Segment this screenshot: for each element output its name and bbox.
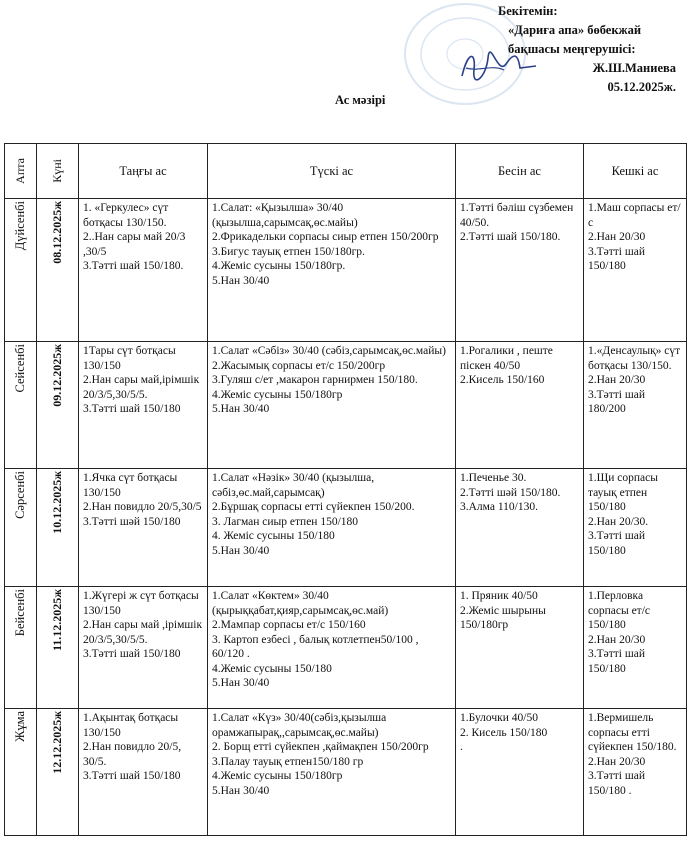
header-week: Апта (5, 144, 37, 199)
page-title: Ас мәзірі (335, 93, 386, 107)
header-snack: Бесін ас (456, 144, 584, 199)
header-day: Күні (37, 144, 79, 199)
weekday-cell (5, 709, 37, 836)
weekday-label: Сәрсенбі (13, 471, 28, 519)
lunch-item: 2.Фрикадельки сорпасы сиыр етпен 150/200гр (212, 231, 439, 243)
dinner-item: 3.Тәтті шай 150/180 (588, 530, 645, 557)
lunch-item: 1.Салат «Күз» 30/40(сәбіз,қызылша орамжапырақ,,сарымсақ,өс.майы) (212, 712, 387, 739)
weekday-cell (5, 469, 37, 587)
menu-body (5, 199, 687, 836)
approval-name: Ж.Ш.Маниева (592, 61, 676, 75)
date-cell (37, 342, 79, 469)
menu-table (4, 143, 687, 836)
date-label: 10.12.2025ж (50, 471, 65, 534)
date-cell (37, 469, 79, 587)
snack-item: 2.Тәтті шай 150/180. (460, 231, 561, 243)
snack-item: 1.Булочки 40/50 (460, 712, 538, 724)
lunch-item: 4.Жеміс сусыны 150/180 (212, 662, 332, 675)
dinner-item: 3.Тәтті шай 150/180 (588, 245, 645, 272)
weekday-label: Сейсенбі (13, 344, 28, 393)
approval-block (470, 2, 680, 97)
dinner-item: 2.Нан 20/30 (588, 231, 646, 243)
snack-item: 3.Алма 110/130. (460, 501, 538, 513)
date-cell (37, 199, 79, 342)
snack-item: 1.Печенье 30. (460, 472, 527, 484)
table-row (5, 587, 687, 709)
dinner-item: 1.Перловка сорпасы ет/с 150/180 (588, 590, 650, 631)
breakfast-item: 2.Нан сары май,ірімшік 20/3/5,30/5/5. (83, 374, 200, 401)
dinner-cell (584, 199, 687, 342)
lunch-item: 1.Салат «Сәбіз» 30/40 (сәбіз,сарымсақ,өс.майы) (212, 345, 446, 357)
weekday-cell (5, 342, 37, 469)
lunch-item: 4.Жеміс сусыны 150/180гр (212, 388, 343, 401)
lunch-item: 3.Гуляш с/ет ,макарон гарнирмен 150/180. (212, 374, 418, 386)
breakfast-item: 1.Ячка сүт ботқасы 130/150 (83, 472, 178, 499)
breakfast-item: 3.Тәтті шай 150/180 (83, 403, 181, 415)
date-label: 09.12.2025ж (50, 344, 65, 407)
dinner-cell (584, 342, 687, 469)
breakfast-item: 1Тары сүт ботқасы 130/150 (83, 345, 176, 372)
lunch-item: 3. Картоп езбесі , балық котлетпен50/100 , 60/120 . (212, 633, 419, 660)
weekday-cell (5, 587, 37, 709)
breakfast-item: 2..Нан сары май 20/3 ,30/5 (83, 231, 186, 258)
lunch-cell (208, 342, 456, 469)
lunch-item: 2. Борщ етті сүйекпен ,қаймақпен 150/200гр (212, 741, 429, 753)
lunch-item: 3.Палау тауық етпен150/180 гр (212, 755, 364, 768)
lunch-item: 1.Салат «Нәзік» 30/40 (қызылша, сәбіз,өс.май,сарымсақ) (212, 472, 375, 499)
breakfast-item: 1.Ақынтақ ботқасы 130/150 (83, 712, 179, 739)
dinner-item: 3.Тәтті шай 180/200 (588, 388, 645, 415)
dinner-item: 2.Нан 20/30 (588, 633, 646, 646)
snack-cell (456, 709, 584, 836)
header-breakfast: Таңғы ас (79, 144, 208, 199)
lunch-cell (208, 587, 456, 709)
lunch-item: 1.Салат «Көктем» 30/40 (қырыққабат,қияр,сарымсақ,өс.май) (212, 590, 389, 617)
lunch-item: 4. Жеміс сусыны 150/180 (212, 530, 335, 542)
lunch-item: 5.Нан 30/40 (212, 403, 270, 415)
dinner-item: 2.Нан 20/30 (588, 755, 646, 768)
table-row (5, 199, 687, 342)
date-label: 12.12.2025ж (50, 711, 65, 774)
date-cell (37, 587, 79, 709)
lunch-item: 1.Салат: «Қызылша» 30/40 (қызылша,сарымсақ,өс.майы) (212, 202, 358, 229)
snack-item: 2.Кисель 150/160 (460, 374, 545, 386)
dinner-item: 1.«Денсаулық» сүт ботқасы 130/150. (588, 345, 681, 372)
breakfast-item: 3.Тәтті шай 150/180 (83, 770, 181, 782)
breakfast-item: 1. «Геркулес» сүт ботқасы 130/150. (83, 202, 169, 229)
breakfast-cell (79, 469, 208, 587)
dinner-item: 1.Маш сорпасы ет/с (588, 202, 681, 229)
breakfast-cell (79, 199, 208, 342)
breakfast-cell (79, 587, 208, 709)
dinner-item: 2.Нан 20/30 (588, 374, 646, 386)
dinner-item: 1.Щи сорпасы тауық етпен 150/180 (588, 472, 658, 513)
lunch-item: 2.Жасымық сорпасы ет/с 150/200гр (212, 359, 386, 372)
snack-item: 2.Жеміс шырыны 150/180гр (460, 604, 546, 631)
weekday-label: Дүйсенбі (13, 201, 28, 251)
lunch-item: 3.Бигус тауық етпен 150/180гр. (212, 245, 365, 258)
snack-cell (456, 469, 584, 587)
date-label: 11.12.2025ж (50, 589, 65, 652)
weekday-label: Жұма (13, 711, 28, 742)
dinner-item: 1.Вермишель сорпасы етті сүйекпен 150/180. (588, 712, 677, 753)
breakfast-item: 3.Тәтті шай 150/180 (83, 648, 181, 660)
breakfast-item: 2.Нан повидло 20/5,30/5 (83, 501, 202, 513)
header-row (5, 144, 687, 199)
snack-cell (456, 199, 584, 342)
table-row (5, 709, 687, 836)
weekday-label: Бейсенбі (13, 589, 28, 637)
dinner-item: 3.Тәтті шай 150/180 . (588, 770, 645, 797)
dinner-cell (584, 469, 687, 587)
snack-item: 1. Пряник 40/50 (460, 590, 538, 602)
lunch-item: 3. Лагман сиыр етпен 150/180 (212, 515, 359, 528)
breakfast-item: 2.Нан повидло 20/5, 30/5. (83, 741, 182, 768)
approval-heading: Бекітемін: (498, 4, 558, 18)
snack-cell (456, 587, 584, 709)
lunch-item: 5.Нан 30/40 (212, 784, 270, 797)
breakfast-item: 2.Нан сары май ,ірімшік 20/3/5,30/5/5. (83, 619, 203, 646)
lunch-item: 2.Бұршақ сорпасы етті сүйекпен 150/200. (212, 501, 415, 513)
lunch-cell (208, 199, 456, 342)
date-label: 08.12.2025ж (50, 201, 65, 264)
lunch-cell (208, 709, 456, 836)
snack-item: 1.Рогалики , пеште піскен 40/50 (460, 345, 553, 372)
breakfast-item: 1.Жүгері ж сүт ботқасы 130/150 (83, 590, 199, 617)
breakfast-item: 3.Тәтті шәй 150/180 (83, 515, 181, 528)
dinner-cell (584, 709, 687, 836)
weekday-cell (5, 199, 37, 342)
table-row (5, 342, 687, 469)
lunch-item: 5.Нан 30/40 (212, 677, 270, 689)
dinner-item: 3.Тәтті шай 150/180 (588, 648, 645, 675)
breakfast-cell (79, 709, 208, 836)
lunch-item: 2.Мампар сорпасы ет/с 150/160 (212, 619, 366, 631)
snack-item: 2.Тәтті шәй 150/180. (460, 486, 561, 499)
snack-item: . (460, 741, 463, 753)
approval-date: 05.12.2025ж. (607, 80, 676, 94)
approval-organization: «Дариға апа» бөбекжай (508, 23, 642, 37)
header-lunch: Түскі ас (208, 144, 456, 199)
snack-item: 2. Кисель 150/180 (460, 726, 548, 739)
lunch-item: 5.Нан 30/40 (212, 274, 270, 287)
lunch-item: 4.Жеміс сусыны 150/180гр (212, 770, 343, 782)
lunch-cell (208, 469, 456, 587)
approval-position: бақшасы меңгерушісі: (508, 42, 636, 56)
lunch-item: 5.Нан 30/40 (212, 544, 270, 557)
snack-cell (456, 342, 584, 469)
breakfast-item: 3.Тәтті шай 150/180. (83, 260, 184, 272)
snack-item: 1.Тәтті бәліш сүзбемен 40/50. (460, 202, 574, 229)
breakfast-cell (79, 342, 208, 469)
dinner-item: 2.Нан 20/30. (588, 515, 649, 528)
table-row (5, 469, 687, 587)
dinner-cell (584, 587, 687, 709)
date-cell (37, 709, 79, 836)
lunch-item: 4.Жеміс сусыны 150/180гр. (212, 260, 346, 272)
header-dinner: Кешкі ас (584, 144, 687, 199)
